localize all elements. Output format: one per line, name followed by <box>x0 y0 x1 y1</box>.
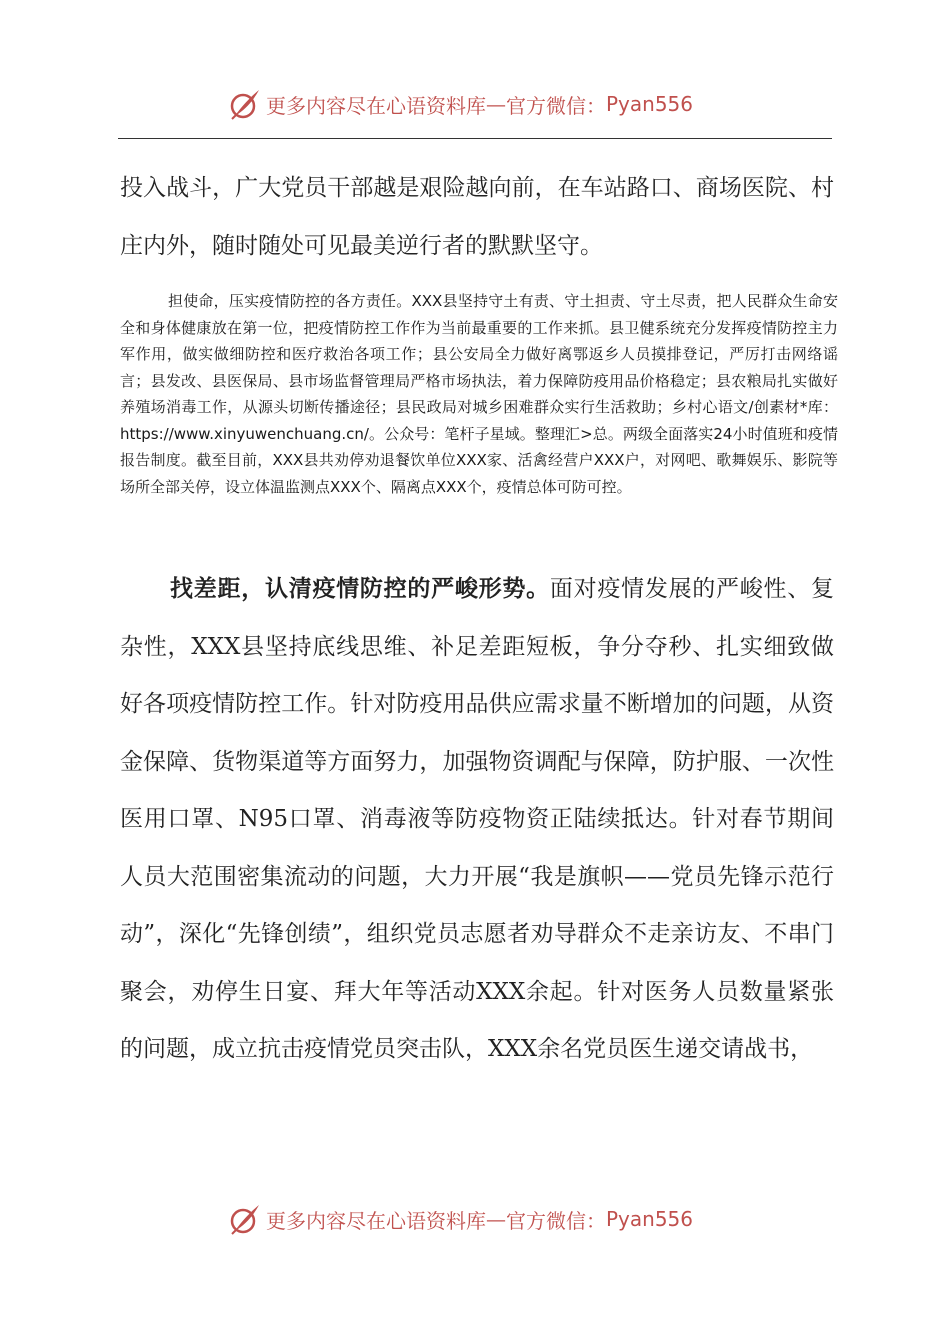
footer-watermark <box>228 1199 693 1239</box>
footer-wechat-label: 官方微信： <box>506 1208 606 1233</box>
footer-brand-text: 更多内容尽在心语资料库 <box>266 1208 486 1233</box>
paragraph-body-text: 面对疫情发展的严峻性、复杂性，XXX县坚持底线思维、补足差距短板，争分夺秒、扎实细致做好各项疫情防控工作。针对防疫用品供应需求量不断增加的问题，从资金保障、货物渠道等方面努力，加强物资调配与保障，防护服、一次性医用口罩、N95口罩、消毒液等防疫物资正陆续抵达。针对春节期间人员大范围密集流动的问题，大力开展“我是旗帜——党员先锋示范行动”，深化“先锋创绩”，组织党员志愿者劝导群众不走亲访友、不串门聚会，劝停生日宴、拜大年等活动XXX余起。针对医务人员数量紧张的问题，成立抗击疫情党员突击队，XXX余名党员医生递交请战书， <box>120 576 835 1062</box>
header-divider <box>118 138 832 139</box>
quill-logo-icon <box>228 87 262 121</box>
footer-wechat-id: Pyan556 <box>606 1207 694 1231</box>
paragraph-responsibility: 担使命，压实疫情防控的各方责任。XXX县坚持守土有责、守土担责、守土尽责，把人民群众生命安全和身体健康放在第一位，把疫情防控工作作为当前最重要的工作来抓。县卫健系统充分发挥疫情防控主力军作用，做实做细防控和医疗救治各项工作；县公安局全力做好离鄂返乡人员摸排登记，严厉打击网络谣言；县发改、县医保局、县市场监督管理局严格市场执法，着力保障防疫用品价格稳定；县农粮局扎实做好养殖场消毒工作，从源头切断传播途径；县民政局对城乡困难群众实行生活救助；乡村心语文/创素材*库：https://www.xinyuwenchuang.cn/。公众号：笔杆子星域。整理汇>总。两级全面落实24小时值班和疫情报告制度。截至目前，XXX县共劝停劝退餐饮单位XXX家、活禽经营户XXX户，对网吧、歌舞娱乐、影院等场所全部关停，设立体温监测点XXX个、隔离点XXX个，疫情总体可防可控。 <box>120 292 838 496</box>
quill-logo-icon <box>228 1202 262 1236</box>
header-watermark <box>228 84 693 124</box>
page-header <box>0 84 950 124</box>
footer-dash: — <box>486 1207 506 1231</box>
paragraph-gap-analysis <box>120 560 834 1079</box>
header-dash: — <box>486 92 506 116</box>
header-wechat-id: Pyan556 <box>606 92 694 116</box>
header-brand-text: 更多内容尽在心语资料库 <box>266 93 486 118</box>
header-wechat-label: 官方微信： <box>506 93 606 118</box>
paragraph-lead-heading: 找差距，认清疫情防控的严峻形势。 <box>170 575 550 602</box>
page-footer <box>0 1199 950 1239</box>
paragraph-continuation: 投入战斗，广大党员干部越是艰险越向前，在车站路口、商场医院、村庄内外，随时随处可见最美逆行者的默默坚守。 <box>120 175 834 259</box>
